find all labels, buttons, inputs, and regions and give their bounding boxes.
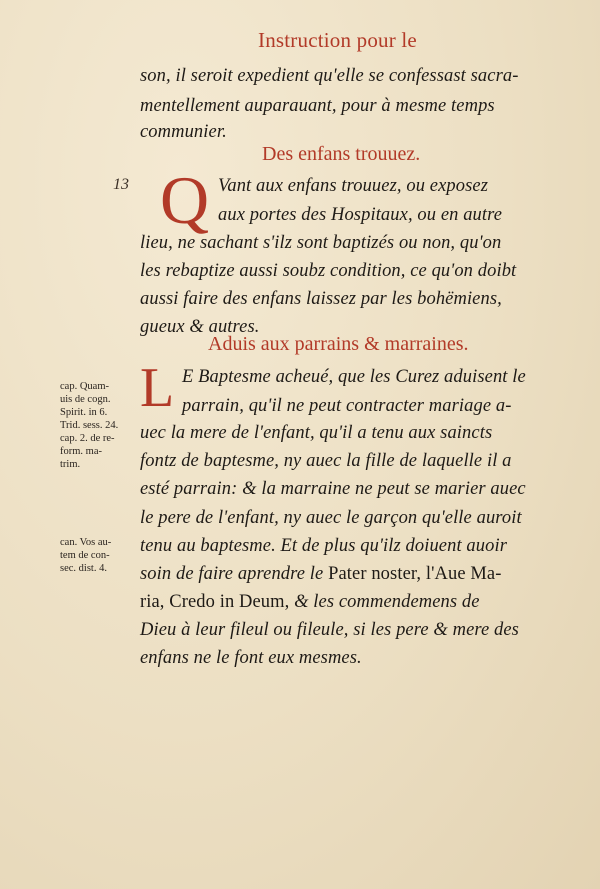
- text-italic: soin de faire aprendre le: [140, 564, 329, 584]
- text-roman: Pater noster, l'Aue Ma-: [328, 564, 502, 584]
- section-title-enfans-trouuez: Des enfans trouuez.: [262, 143, 421, 165]
- margin-note-line: can. Vos au-: [60, 537, 112, 548]
- text-line: uec la mere de l'enfant, qu'il a tenu aux saincts: [140, 423, 493, 443]
- margin-note-line: tem de con-: [60, 550, 110, 561]
- text-line: Dieu à leur fileul ou fileule, si les pere & mere des: [140, 620, 519, 640]
- text-roman: ria, Credo in Deum,: [140, 592, 295, 612]
- text-line: tenu au baptesme. Et de plus qu'ilz doiuent auoir: [140, 536, 508, 556]
- drop-cap-l: L: [140, 357, 175, 419]
- text-line: [140, 592, 480, 613]
- text-line: le pere de l'enfant, ny auec le garçon qu'elle auroit: [140, 508, 522, 528]
- text-line: aux portes des Hospitaux, ou en autre: [218, 205, 503, 225]
- margin-note-line: trim.: [60, 459, 81, 470]
- running-header: Instruction pour le: [258, 28, 417, 52]
- margin-note-2: [60, 536, 111, 575]
- text-line: enfans ne le font eux mesmes.: [140, 648, 362, 668]
- text-line: [140, 564, 502, 585]
- text-line: parrain, qu'il ne peut contracter mariage a-: [182, 396, 512, 416]
- paragraph-number: 13: [113, 176, 129, 193]
- drop-cap-q: Q: [160, 162, 210, 238]
- text-line: lieu, ne sachant s'ilz sont baptizés ou non, qu'on: [140, 233, 502, 253]
- text-line: les rebaptize aussi soubz condition, ce qu'on doibt: [140, 261, 517, 281]
- text-line: mentellement auparauant, pour à mesme temps: [140, 96, 495, 116]
- section-title-aduis: Aduis aux parrains & marraines.: [208, 333, 469, 355]
- text-line: aussi faire des enfans laissez par les bohëmiens,: [140, 289, 502, 309]
- margin-note-line: cap. Quam-: [60, 381, 109, 392]
- text-line: fontz de baptesme, ny auec la fille de laquelle il a: [140, 451, 512, 471]
- text-line: gueux & autres.: [140, 317, 260, 337]
- margin-note-line: cap. 2. de re-: [60, 433, 115, 444]
- margin-note-line: form. ma-: [60, 446, 102, 457]
- text-line: communier.: [140, 122, 227, 142]
- margin-note-line: Trid. sess. 24.: [60, 420, 119, 431]
- text-line: E Baptesme acheué, que les Curez aduisent le: [182, 367, 526, 387]
- text-italic: & les commendemens de: [294, 592, 480, 612]
- text-line: esté parrain: & la marraine ne peut se marier auec: [140, 479, 526, 499]
- margin-note-line: uis de cogn.: [60, 394, 111, 405]
- margin-note-line: sec. dist. 4.: [60, 563, 107, 574]
- text-line: Vant aux enfans trouuez, ou exposez: [218, 176, 488, 196]
- margin-note-line: Spirit. in 6.: [60, 407, 108, 418]
- margin-note-1: [60, 380, 118, 471]
- text-line: son, il seroit expedient qu'elle se confessast sacra-: [140, 66, 519, 86]
